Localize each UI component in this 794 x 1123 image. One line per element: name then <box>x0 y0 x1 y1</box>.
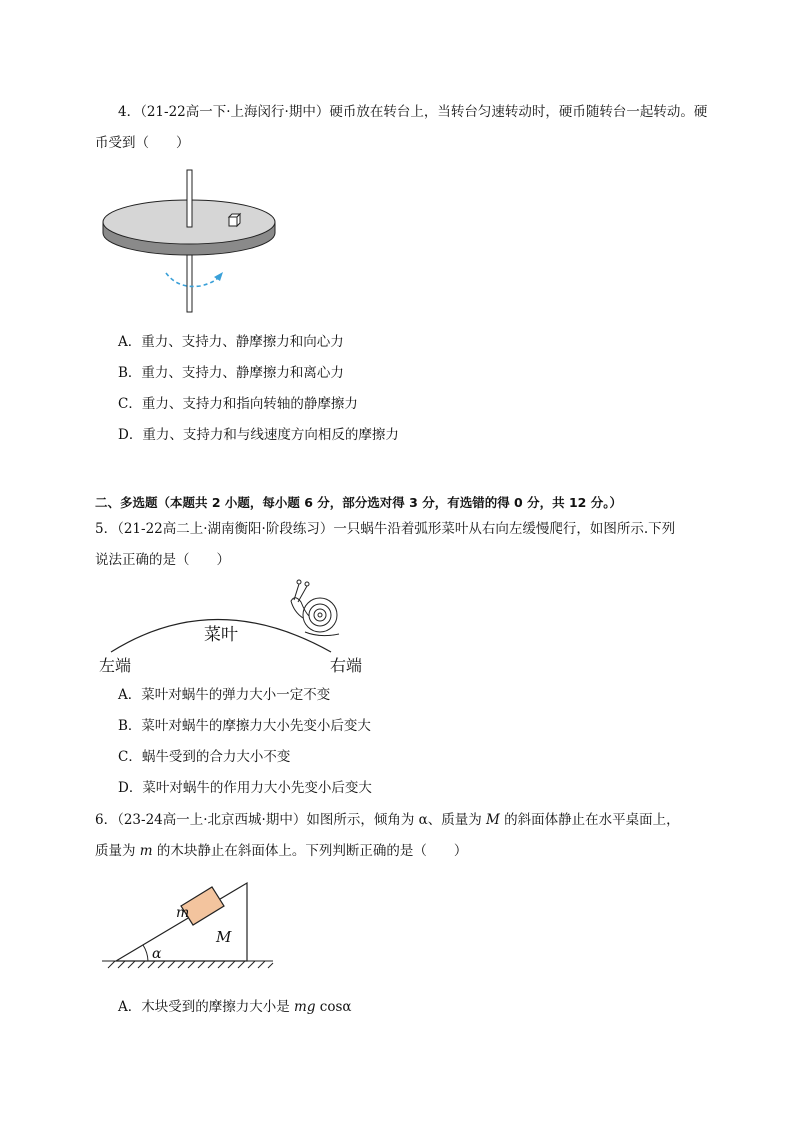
q6-option-a-math: mg <box>294 999 316 1015</box>
turntable-shaft-upper <box>187 170 192 227</box>
leaf-label: 菜叶 <box>204 625 238 645</box>
q4-option-c[interactable]: C．重力、支持力和指向转轴的静摩擦力 <box>118 396 358 412</box>
q5-option-a[interactable]: A．菜叶对蜗牛的弹力大小一定不变 <box>118 687 331 703</box>
q5-stem-line1: 5．（21-22高二上·湖南衡阳·阶段练习）一只蜗牛沿着弧形菜叶从右向左缓慢爬行，如图所示.下列 <box>95 521 676 537</box>
q4-option-b[interactable]: B．重力、支持力、静摩擦力和离心力 <box>118 365 344 381</box>
q5-stem-line2: 说法正确的是（ ） <box>95 552 230 568</box>
left-end-label: 左端 <box>99 656 132 675</box>
q6-stem-line2-text-b: 的木块静止在斜面体上。下列判断正确的是（ ） <box>152 843 468 859</box>
angle-label: α <box>152 946 162 962</box>
coin-block <box>229 214 240 226</box>
turntable-figure <box>98 165 283 315</box>
q4-stem-line1: 4．（21-22高一下·上海闵行·期中）硬币放在转台上，当转台匀速转动时，硬币随转台一起转动。硬 <box>118 104 708 120</box>
rotation-arrowhead-icon <box>214 272 223 281</box>
q4-option-a[interactable]: A．重力、支持力、静摩擦力和向心力 <box>118 334 344 350</box>
q6-option-a[interactable] <box>118 998 352 1016</box>
right-end-label: 右端 <box>330 656 363 675</box>
q6-option-a-text: A．木块受到的摩擦力大小是 <box>118 999 295 1015</box>
q6-stem-line1-text-a: 6．（23-24高一上·北京西城·期中）如图所示，倾角为 α、质量为 <box>95 812 487 828</box>
section-heading: 二、多选题（本题共 2 小题，每小题 6 分，部分选对得 3 分，有选错的得 0 分，共 12 分。） <box>95 495 622 510</box>
snail-icon <box>291 580 339 636</box>
q6-stem-line2-text-a: 质量为 <box>95 843 140 859</box>
q5-option-c[interactable]: C．蜗牛受到的合力大小不变 <box>118 749 291 765</box>
rotation-arrow <box>166 273 220 286</box>
incline-figure <box>100 878 275 970</box>
q6-var-M: M <box>486 812 500 828</box>
q5-option-b[interactable]: B．菜叶对蜗牛的摩擦力大小先变小后变大 <box>118 718 371 734</box>
ground-hatching <box>102 961 273 968</box>
q6-option-a-tail: cosα <box>315 999 352 1015</box>
wedge-label: M <box>216 928 232 946</box>
q6-var-m: m <box>139 843 153 859</box>
q6-stem-line1-text-b: 的斜面体静止在水平桌面上， <box>499 812 680 828</box>
q5-option-d[interactable]: D．菜叶对蜗牛的作用力大小先变小后变大 <box>118 780 372 796</box>
block-label: m <box>176 905 190 921</box>
wedge <box>116 883 247 961</box>
q6-stem-line1 <box>95 811 680 829</box>
q4-option-d[interactable]: D．重力、支持力和与线速度方向相反的摩擦力 <box>118 427 399 443</box>
q6-stem-line2 <box>95 842 467 860</box>
q4-stem-line2: 币受到（ ） <box>95 135 190 151</box>
